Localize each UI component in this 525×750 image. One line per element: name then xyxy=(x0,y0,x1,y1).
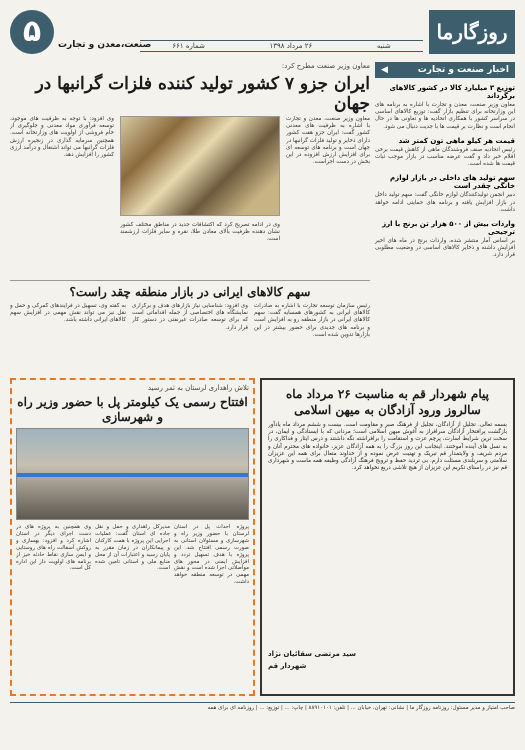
ribbon-cutting-photo xyxy=(16,428,249,520)
news-title: توزیع ۳ میلیارد کالا در کشور کالاهای برگرداند xyxy=(389,84,515,100)
dateline xyxy=(140,40,423,52)
ribbon xyxy=(17,473,248,477)
boxed-kicker: تلاش راهداری لرستان به ثمر رسید xyxy=(147,384,249,392)
column-title: اخبار صنعت و تجارت xyxy=(417,65,509,75)
signature-name: سید مرتضی سقائیان نژاد xyxy=(268,650,357,658)
bridge-opening-article xyxy=(10,378,255,696)
section-name: صنعت،معدن و تجارت xyxy=(58,40,152,50)
chevron-left-icon: ◀ xyxy=(381,65,388,75)
second-article xyxy=(10,280,370,370)
second-col: رئیس سازمان توسعه تجارت با اشاره به صادرات کالاهای ایرانی به کشورهای همسایه گفت: سهم کالاهای ایرانی در بازار منطقه رو به افزایش است و برنامه های جدیدی برای حضور بیشتر در این بازارها تدوین شده است. xyxy=(254,303,370,338)
news-title: سهم تولید های داخلی در بازار لوازم خانگی چقدر است xyxy=(390,174,515,191)
news-text: بر اساس آمار منتشر شده، واردات برنج در ماه های اخیر افزایش داشته و ذخایر کالاهای اساسی در وضعیت مطلوبی قرار دارد. xyxy=(375,238,515,259)
boxed-col: مدیرکل راهداری و حمل و نقل جاده ای استان گفت: عملیات اجرایی این پروژه با همت کارکنان و پیمانکاران در زمان مقرر به پایان رسید و اعتبارات آن از محل منابع ملی و استانی تامین شده است. xyxy=(95,524,170,572)
signature-title: شهردار قم xyxy=(268,662,307,670)
lead-text-mid: وی در ادامه تصریح کرد که اکتشافات جدید در مناطق مختلف کشور نشان دهنده ظرفیت بالای معادن طلا، نقره و سایر فلزات ارزشمند است. xyxy=(120,222,280,243)
lead-text-left: وی افزود: با توجه به ظرفیت های موجود، توسعه فرآوری مواد معدنی و جلوگیری از خام فروشی از اولویت های وزارتخانه است. همچنین سرمایه گذاری در زنجیره ارزش فلزات گرانبها می تواند اشتغال و درآمد ارزی کشور را افزایش دهد. xyxy=(10,116,114,159)
lead-text-right: معاون وزیر صنعت، معدن و تجارت با اشاره به ظرفیت های معدنی کشور گفت: ایران جزو هفت کشور دارای ذخایر و تولید فلزات گرانبها در جهان است و برنامه های توسعه ای برای افزایش ارزش افزوده در این بخش در دست اجراست. xyxy=(286,116,370,166)
page-number: ۵ xyxy=(10,10,54,54)
newspaper-logo: روزگارما xyxy=(429,10,515,54)
world-map-photo xyxy=(120,116,280,216)
boxed-headline: افتتاح رسمی یک کیلومتر پل با حضور وزیر راه و شهرسازی xyxy=(17,395,248,424)
news-text: رئیس اتحادیه صنف فروشندگان ماهی از کاهش قیمت برخی اقلام خبر داد و گفت عرضه مناسب در بازار موجب ثبات قیمت ها شده است. xyxy=(375,146,515,168)
news-title: واردات بیش از ۵۰۰ هزار تن برنج با ارز ترجیحی xyxy=(382,220,515,237)
news-item xyxy=(375,137,515,169)
second-col: به گفته وی، تسهیل در فرآیندهای گمرکی و حمل و نقل نیز می تواند نقش مهمی در افزایش سهم کالاهای ایرانی داشته باشد. xyxy=(10,303,126,324)
lead-kicker: معاون وزیر صنعت مطرح کرد: xyxy=(281,62,370,70)
masthead xyxy=(10,10,515,54)
issue-number: شماره ۶۶۱ xyxy=(172,42,205,50)
message-body: بسمه تعالی. تجلیل از آزادگان، تجلیل از فرهنگ صبر و مقاومت است. بیست و ششم مرداد ماه یادآور بازگشت پرافتخار آزادگان سرافراز به آغوش میهن اسلامی است؛ مردانی که با ایستادگی و ایمان، در سخت ترین شرایط اسارت، پرچم عزت و استقامت را برافراشته نگه داشتند و درس ایثار و فداکاری را به نسل های آینده آموختند. اینجانب این روز بزرگ را به همه آزادگان عزیز، خانواده های محترم آنان و مردم شریف و ولایتمدار قم تبریک و تهنیت عرض نموده و از خداوند متعال برای همه این عزیزان سلامتی و سربلندی مسئلت دارم. بی تردید حفظ و ترویج فرهنگ آزادگی وظیفه همه ماست و شهرداری قم نیز در راستای تکریم این عزیزان از هیچ تلاشی دریغ نخواهد کرد. xyxy=(268,422,507,472)
date: ۲۶ مرداد ۱۳۹۸ xyxy=(269,42,313,50)
lead-article xyxy=(10,62,370,272)
boxed-col: وی همچنین به پروژه های در دست اجرای دیگر در استان اشاره کرد و افزود: بهسازی و روکش آسفالت راه های روستایی و ایمن سازی نقاط حادثه خیز از برنامه های اولویت دار این اداره کل است. xyxy=(16,524,91,572)
news-item xyxy=(375,174,515,214)
news-title: قیمت هر کیلو ماهی تون کمتر شد xyxy=(398,136,515,145)
second-col: وی افزود: شناسایی نیاز بازارهای هدف و برگزاری نمایشگاه های اختصاصی از جمله اقداماتی است که برای توسعه صادرات غیرنفتی در دستور کار قرار دارد. xyxy=(132,303,248,331)
news-item xyxy=(375,84,515,131)
imprint-footer: صاحب امتیاز و مدیر مسئول: روزنامه روزگار ما | نشانی: تهران، خیابان ... | تلفن: ۸۸۹۱۰۱۰۱ | چاپ: ... | توزیع: ... | روزنامه ای برای همه xyxy=(10,702,515,742)
lead-headline: ایران جزو ۷ کشور تولید کننده فلزات گرانبها در جهان xyxy=(35,74,370,114)
boxed-col: پروژه احداث پل در استان لرستان با حضور وزیر راه و شهرسازی و مسئولان استانی به صورت رسمی افتتاح شد. این پروژه با هدف تسهیل تردد و افزایش ایمنی در محور های مواصلاتی اجرا شده است و نقش مهمی در توسعه منطقه خواهد داشت. xyxy=(174,524,249,586)
news-text: معاون وزیر صنعت، معدن و تجارت با اشاره به برنامه های این وزارتخانه برای تنظیم بازار گفت: توزیع کالاهای اساسی در سراسر کشور با همکاری اتحادیه ها و تعاونی ها در حال انجام است و نظارت بر قیمت ها با جدیت دنبال می شود. xyxy=(375,102,515,130)
column-header xyxy=(375,62,515,78)
day: شنبه xyxy=(376,42,391,50)
news-item xyxy=(375,220,515,260)
news-text: دبیر انجمن تولیدکنندگان لوازم خانگی گفت: سهم تولید داخل در بازار افزایش یافته و برنامه های حمایتی ادامه خواهد داشت. xyxy=(375,192,515,213)
mayor-message xyxy=(260,378,515,696)
second-headline: سهم کالاهای ایرانی در بازار منطقه چقد راست؟ xyxy=(69,285,311,299)
message-title: پیام شهردار قم به مناسبت ۲۶ مرداد ماه سالروز ورود آزادگان به میهن اسلامی xyxy=(286,387,489,417)
